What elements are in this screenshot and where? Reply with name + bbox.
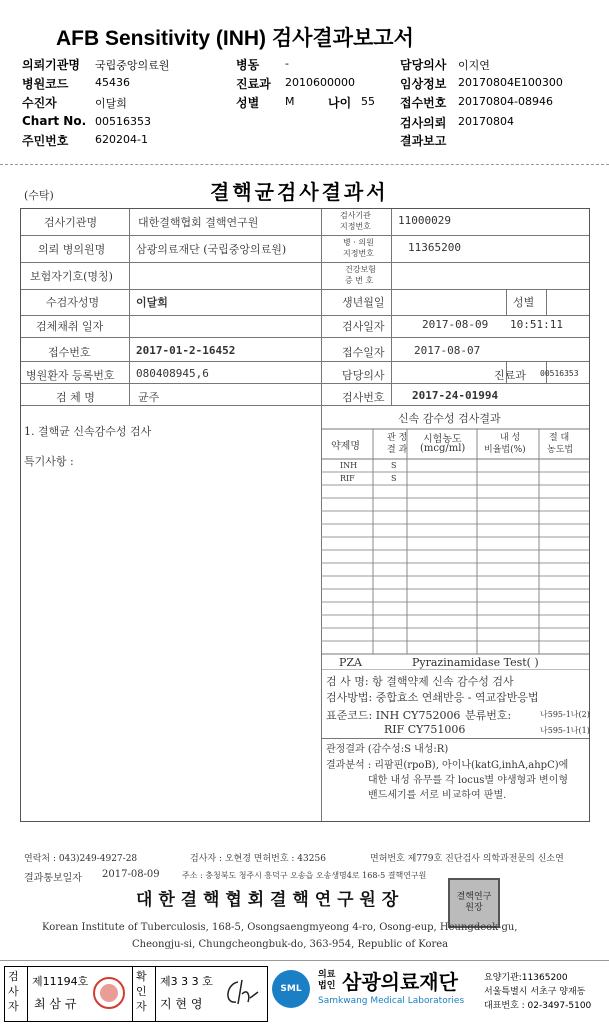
header-value: 20170804-08946 — [458, 95, 553, 108]
confirm-no: 제3 3 3 호 — [160, 975, 213, 988]
agency-code-label-2: 지정번호 — [340, 222, 371, 231]
class-inh: 나595-1나(2) — [540, 710, 590, 719]
col-abs-1: 절 대 — [549, 433, 570, 443]
col-conc-1: 시험농도 — [423, 434, 462, 445]
inspector-seal-icon — [92, 976, 126, 1010]
header-label: 담당의사 — [400, 58, 447, 72]
col-res-1: 내 성 — [500, 433, 521, 443]
agency-code-label-1: 검사기관 — [340, 211, 371, 220]
std-rif: RIF CY751006 — [384, 723, 466, 736]
brand-name: 삼광의료재단 — [342, 970, 458, 994]
header-label: 접수번호 — [400, 96, 447, 110]
receipt-mark: (수탁) — [24, 189, 54, 202]
agency-code-value: 11000029 — [398, 214, 451, 227]
brand-small-2: 법인 — [318, 981, 336, 991]
class-rif: 나595-1나(1) — [540, 726, 590, 735]
col-abs-2: 농도법 — [547, 445, 574, 455]
header-label: Chart No. — [22, 114, 87, 128]
address: 주소 : 충청북도 청주시 흥덕구 오송읍 오송생명4로 168-5 결핵연구원 — [182, 871, 427, 880]
header-label: 병동 — [236, 58, 260, 72]
specimen-value: 균주 — [138, 391, 160, 404]
registration-label: 병원환자 등록번호 — [26, 369, 115, 382]
header-value: 이지연 — [458, 59, 490, 72]
header-value: 20170804E100300 — [458, 76, 563, 89]
header-value: 620204-1 — [95, 133, 148, 146]
analysis-3: 밴드세기를 서로 비교하여 판별. — [368, 790, 507, 801]
hospital-code-label-1: 병 · 의원 — [343, 238, 374, 247]
hospital-code-value: 11365200 — [408, 241, 461, 254]
receive-date-value: 2017-08-07 — [414, 344, 481, 357]
confirm-tag: 확인자 — [136, 970, 147, 1013]
std-code: 표준코드: INH CY752006 — [326, 709, 461, 722]
class-no-label: 분류번호: — [465, 709, 512, 722]
org-name: 대 한 결 핵 협 회 결 핵 연 구 원 장 — [136, 890, 399, 910]
method-name: 검 사 명: 항 결핵약제 신속 감수성 검사 — [326, 675, 514, 688]
header-label: 진료과 — [236, 77, 271, 91]
row-drug-inh: INH — [340, 461, 358, 470]
row-result-inh: S — [391, 461, 397, 470]
header-label: 병원코드 — [22, 77, 69, 91]
col-obs-2: 결 과 — [387, 445, 408, 455]
divider — [0, 164, 609, 165]
dept-value: 00516353 — [540, 369, 579, 378]
health-label-2: 증 번 호 — [345, 276, 374, 285]
license: 면허번호 제779호 진단검사 의학과전문의 신소연 — [370, 854, 564, 864]
test-no-value: 2017-24-01994 — [412, 389, 499, 402]
col-obs-1: 관 정 — [387, 433, 408, 443]
tester: 검사자 : 오현경 면허번호 : 43256 — [190, 854, 326, 864]
col-drug: 약제명 — [331, 441, 360, 452]
brand-small-1: 의료 — [318, 970, 336, 980]
specimen-label: 검 체 명 — [56, 391, 95, 404]
receive-date-label: 접수일자 — [342, 346, 385, 359]
header-value: 국립중앙의료원 — [95, 59, 170, 72]
header-label: 수진자 — [22, 96, 57, 110]
sex-label: 성별 — [513, 296, 535, 309]
header-value: 00516353 — [95, 115, 151, 128]
analysis-1: 결과분석 : 리팜핀(rpoB), 아이나(katG,inhA,ahpC)에 — [326, 760, 569, 771]
institution-code: 요양기관:11365200 — [484, 973, 568, 983]
collect-date-label: 검체채취 일자 — [36, 320, 104, 333]
col-conc-2: (mcg/ml) — [420, 443, 466, 454]
receipt-label: 접수번호 — [48, 346, 91, 359]
hospital-value: 삼광의료재단 (국립중앙의료원) — [136, 243, 287, 256]
brand-english: Samkwang Medical Laboratories — [318, 996, 465, 1006]
report-title: AFB Sensitivity (INH) 검사결과보고서 — [56, 27, 414, 50]
inspector-no: 제11194호 — [32, 975, 89, 988]
header-label: 의뢰기관명 — [22, 58, 80, 72]
agency-label: 검사기관명 — [44, 216, 98, 229]
header-value: - — [285, 57, 289, 70]
header-value: 이달희 — [95, 97, 127, 110]
col-res-2: 비율법(%) — [484, 445, 526, 455]
header-label: 임상정보 — [400, 77, 447, 91]
insured-label: 보험자기호(명칭) — [30, 270, 113, 283]
test-no-label: 검사번호 — [342, 391, 385, 404]
test-date-label: 검사일자 — [342, 320, 385, 333]
patient-value: 이달희 — [136, 296, 168, 309]
birth-label: 생년월일 — [342, 296, 385, 309]
header-value: M — [285, 95, 295, 108]
header-label: 결과보고 — [400, 134, 447, 148]
health-label-1: 건강보험 — [345, 265, 376, 274]
doc-title: 결핵균검사결과서 — [210, 180, 389, 204]
registration-value: 080408945,6 — [136, 367, 209, 380]
analysis-2: 대한 내성 유무를 각 locus별 야생형과 변이형 — [368, 775, 569, 786]
header-value: 20170804 — [458, 115, 514, 128]
age-value: 55 — [361, 95, 375, 108]
header-label: 주민번호 — [22, 134, 69, 148]
pza-value: Pyrazinamidase Test( ) — [412, 656, 539, 669]
agency-value: 대한결핵협회 결핵연구원 — [138, 216, 259, 229]
notify-date: 2017-08-09 — [102, 869, 160, 880]
receipt-value: 2017-01-2-16452 — [136, 344, 236, 357]
dept-label: 진료과 — [494, 369, 526, 382]
doctor-label: 담당의사 — [342, 369, 385, 382]
method: 검사방법: 중합효소 연쇄반응 - 역교잡반응법 — [326, 691, 539, 704]
institute-seal: 결핵연구원장 — [448, 878, 500, 928]
confirm-name: 지 현 영 — [160, 997, 203, 1011]
row-result-rif: S — [391, 474, 397, 483]
row-drug-rif: RIF — [340, 474, 355, 483]
brand-address: 서울특별시 서초구 양재동 — [484, 987, 586, 997]
english-address-2: Cheongju-si, Chungcheongbuk-do, 363-954, Republic of Korea — [132, 939, 449, 950]
header-label: 검사의뢰 — [400, 116, 447, 130]
inspector-tag: 검사자 — [8, 970, 19, 1013]
contact: 연락처 : 043)249-4927-28 — [24, 854, 138, 864]
sml-logo: SML — [272, 970, 310, 1008]
judgement: 관정결과 (감수성:S 내성:R) — [326, 744, 449, 755]
left-item: 1. 결핵균 신속감수성 검사 — [24, 425, 152, 438]
patient-label: 수검자성명 — [46, 296, 100, 309]
brand-phone: 대표번호 : 02-3497-5100 — [484, 1001, 592, 1011]
test-date-value: 2017-08-09 — [422, 318, 489, 331]
hospital-code-label-2: 지정번호 — [343, 249, 374, 258]
inspector-name: 최 삼 규 — [34, 997, 77, 1011]
header-value: 2010600000 — [285, 76, 355, 89]
header-value: 45436 — [95, 76, 130, 89]
header-label: 성별 — [236, 96, 260, 110]
age-label: 나이 — [328, 96, 352, 110]
hospital-label: 의뢰 병의원명 — [38, 243, 106, 256]
signature-icon — [220, 976, 260, 1008]
remarks: 특기사항 : — [24, 455, 74, 468]
notify-label: 결과통보일자 — [24, 873, 82, 884]
english-address-1: Korean Institute of Tuberculosis, 168-5, Osongsaengmyeong 4-ro, Osong-eup, Heungdeok-gu, — [42, 922, 518, 933]
pza-label: PZA — [339, 656, 362, 669]
test-time-value: 10:51:11 — [510, 318, 563, 331]
table-title: 신속 감수성 검사결과 — [398, 412, 501, 425]
